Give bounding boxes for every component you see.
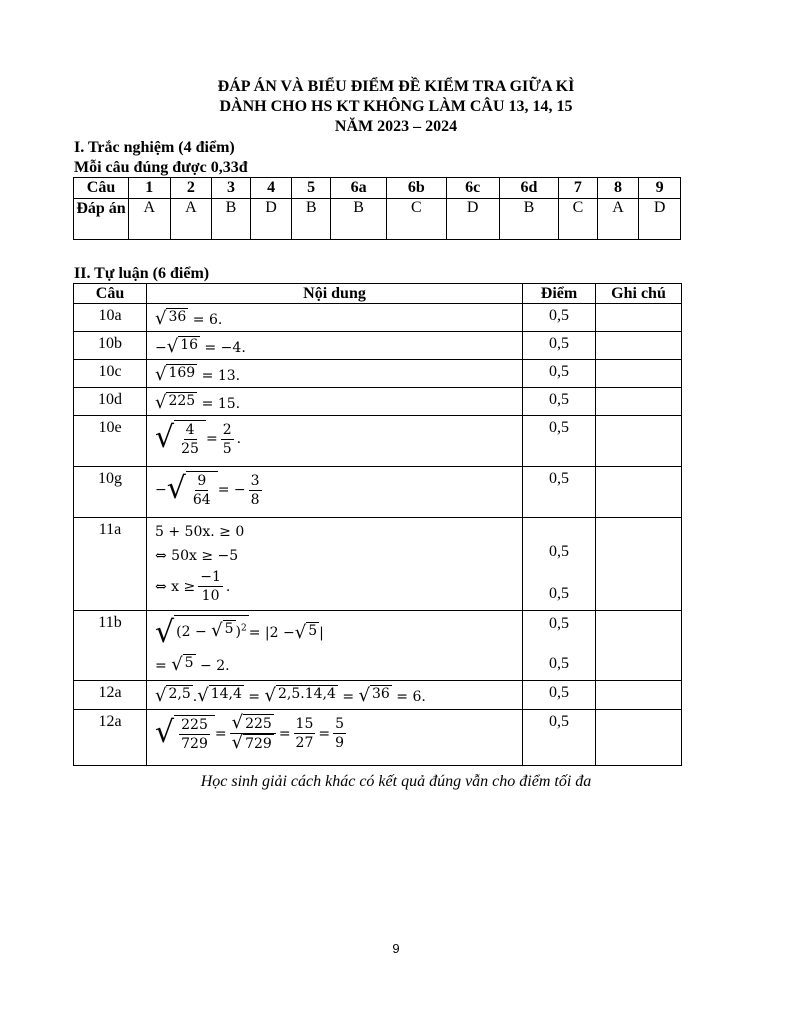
mc-q: 7 bbox=[559, 178, 598, 199]
row-note bbox=[596, 710, 682, 766]
mc-q: 6d bbox=[499, 178, 558, 199]
row-content: − √ 16 = −4. bbox=[147, 332, 523, 360]
table-row bbox=[74, 360, 682, 388]
row-score bbox=[523, 518, 596, 611]
mc-label-question: Câu bbox=[74, 178, 129, 199]
col-note: Ghi chú bbox=[596, 284, 682, 304]
row-content: 5 + 50x. ≥ 0 ⇔ 50x ≥ −5 ⇔ x ≥ $\frac{-1}{10}$ . bbox=[147, 518, 523, 611]
row-score-1: 0,5 bbox=[549, 543, 569, 560]
row-score: 0,5 bbox=[523, 360, 596, 388]
row-question: 11b bbox=[74, 611, 147, 681]
row-question: 10d bbox=[74, 388, 147, 416]
row-note bbox=[596, 360, 682, 388]
mc-a: A bbox=[170, 199, 212, 240]
table-row bbox=[74, 611, 682, 681]
row-score-2: 0,5 bbox=[549, 655, 569, 672]
row-note bbox=[596, 304, 682, 332]
table-row bbox=[74, 518, 682, 611]
row-score bbox=[523, 611, 596, 681]
part2-title: II. Tự luận (6 điểm) bbox=[74, 265, 210, 282]
row-note bbox=[596, 681, 682, 710]
mc-q: 2 bbox=[170, 178, 212, 199]
row-question: 10a bbox=[74, 304, 147, 332]
mc-q: 6b bbox=[387, 178, 446, 199]
row-note bbox=[596, 467, 682, 518]
row-score-1: 0,5 bbox=[549, 615, 569, 632]
mc-a: B bbox=[292, 199, 331, 240]
part1-subtitle: Mỗi câu đúng được 0,33đ bbox=[74, 159, 248, 176]
row-question: 10c bbox=[74, 360, 147, 388]
row-content: √ $\frac{4}{25}$ = $\frac{2}{5}$ . bbox=[147, 416, 523, 467]
mc-a: B bbox=[330, 199, 386, 240]
table-row bbox=[74, 304, 682, 332]
mc-q: 8 bbox=[597, 178, 639, 199]
page-number: 9 bbox=[392, 941, 400, 956]
essay-table bbox=[73, 283, 682, 766]
header-line-1: ĐÁP ÁN VÀ BIỂU ĐIỂM ĐỀ KIỂM TRA GIỮA KÌ bbox=[217, 78, 575, 95]
row-content: √ $\frac{225}{729}$ = √ 225 √ 729 = $\frac{15}{27}$ = $\frac{5}{9}$ bbox=[147, 710, 523, 766]
row-question: 11a bbox=[74, 518, 147, 611]
mc-question-row bbox=[74, 178, 681, 199]
mc-q: 6c bbox=[446, 178, 499, 199]
row-score: 0,5 bbox=[523, 681, 596, 710]
row-score: 0,5 bbox=[523, 416, 596, 467]
row-note bbox=[596, 332, 682, 360]
mc-a: C bbox=[387, 199, 446, 240]
table-row bbox=[74, 710, 682, 766]
col-content: Nội dung bbox=[147, 284, 523, 304]
row-note bbox=[596, 611, 682, 681]
table-row bbox=[74, 681, 682, 710]
header-line-3: NĂM 2023 – 2024 bbox=[334, 118, 458, 135]
mc-q: 3 bbox=[212, 178, 251, 199]
row-score: 0,5 bbox=[523, 332, 596, 360]
mc-a: B bbox=[212, 199, 251, 240]
row-note bbox=[596, 518, 682, 611]
table-row bbox=[74, 332, 682, 360]
header-line-2: DÀNH CHO HS KT KHÔNG LÀM CÂU 13, 14, 15 bbox=[219, 98, 573, 115]
row-score: 0,5 bbox=[523, 304, 596, 332]
mc-answer-row bbox=[74, 199, 681, 240]
row-content: √ (2 − √ 5 )$^2$ = |2 − √ 5 | = √ 5 − 2. bbox=[147, 611, 523, 681]
row-content: √ 225 = 15. bbox=[147, 388, 523, 416]
mc-q: 6a bbox=[330, 178, 386, 199]
mc-a: A bbox=[129, 199, 171, 240]
mc-q: 5 bbox=[292, 178, 331, 199]
row-content: √ 36 = 6. bbox=[147, 304, 523, 332]
table-row bbox=[74, 416, 682, 467]
part1-title: I. Trắc nghiệm (4 điểm) bbox=[74, 139, 235, 156]
mc-q: 4 bbox=[250, 178, 292, 199]
row-question: 12a bbox=[74, 710, 147, 766]
table-row bbox=[74, 388, 682, 416]
row-question: 10g bbox=[74, 467, 147, 518]
row-score: 0,5 bbox=[523, 388, 596, 416]
essay-header-row bbox=[74, 284, 682, 304]
col-score: Điểm bbox=[523, 284, 596, 304]
row-question: 12a bbox=[74, 681, 147, 710]
col-question: Câu bbox=[74, 284, 147, 304]
row-score: 0,5 bbox=[523, 710, 596, 766]
mc-a: A bbox=[597, 199, 639, 240]
mc-q: 9 bbox=[639, 178, 681, 199]
row-question: 10b bbox=[74, 332, 147, 360]
mc-a: D bbox=[639, 199, 681, 240]
mc-a: C bbox=[559, 199, 598, 240]
row-score: 0,5 bbox=[523, 467, 596, 518]
row-content: √ 2,5 . √ 14,4 = √ 2,5.14,4 = √ 36 = 6. bbox=[147, 681, 523, 710]
row-question: 10e bbox=[74, 416, 147, 467]
row-content: − √ $\frac{9}{64}$ = − $\frac{3}{8}$ bbox=[147, 467, 523, 518]
mc-label-answer: Đáp án bbox=[74, 199, 129, 240]
multiple-choice-table bbox=[73, 177, 681, 240]
mc-a: D bbox=[250, 199, 292, 240]
mc-a: B bbox=[499, 199, 558, 240]
row-score-2: 0,5 bbox=[549, 585, 569, 602]
footer-note: Học sinh giải cách khác có kết quả đúng vẫn cho điểm tối đa bbox=[200, 773, 592, 790]
table-row bbox=[74, 467, 682, 518]
row-note bbox=[596, 416, 682, 467]
mc-a: D bbox=[446, 199, 499, 240]
mc-q: 1 bbox=[129, 178, 171, 199]
row-content: √ 169 = 13. bbox=[147, 360, 523, 388]
row-note bbox=[596, 388, 682, 416]
